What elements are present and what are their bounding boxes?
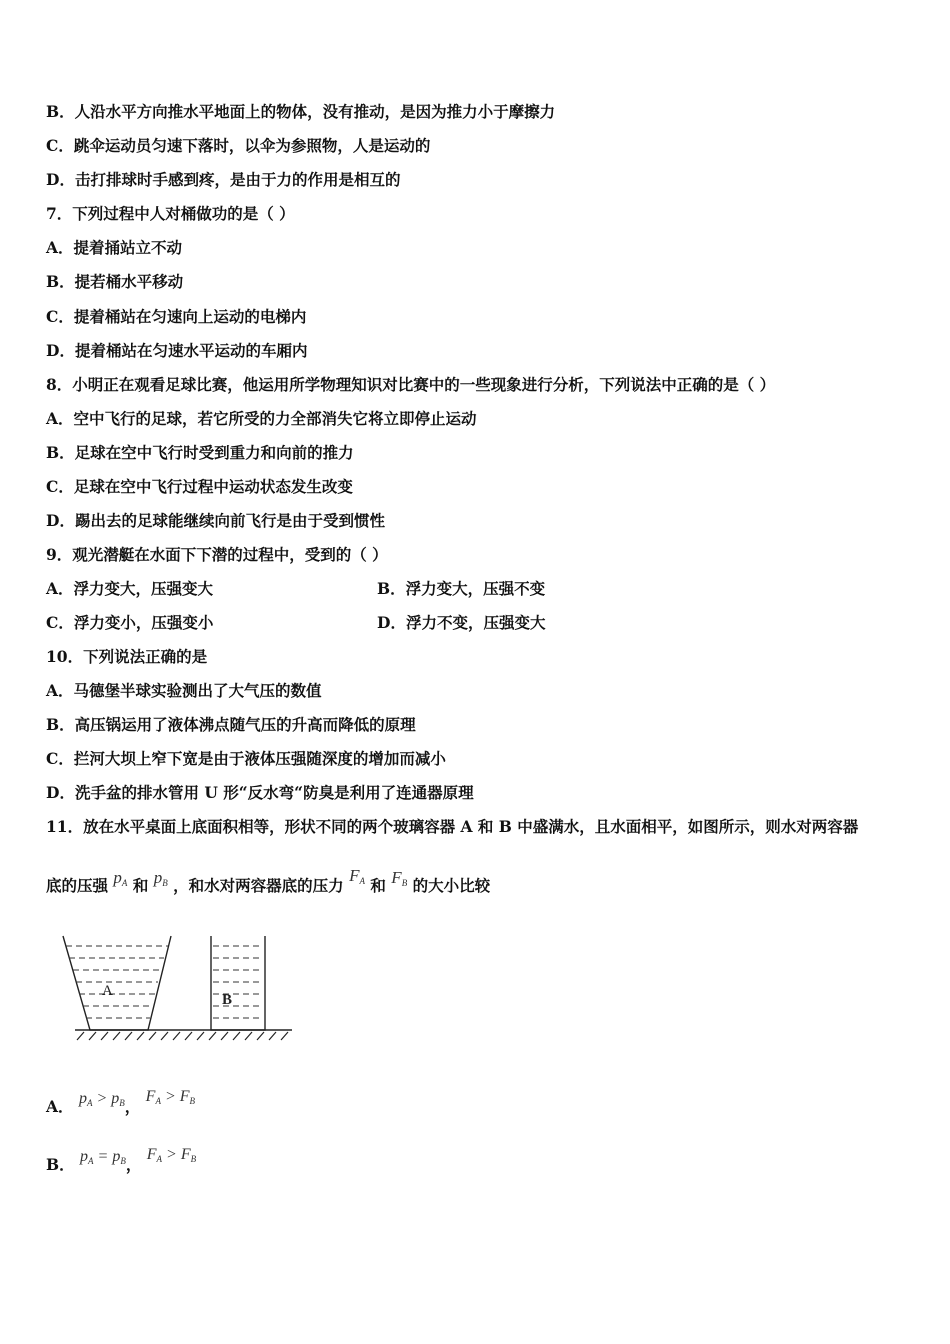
ground-hatching	[77, 1032, 288, 1040]
q9-stem: 9．观光潜艇在水面下下潜的过程中，受到的（ ）	[46, 545, 388, 564]
q8-stem: 8．小明正在观看足球比赛，他运用所学物理知识对比赛中的一些现象进行分析，下列说法中正确的是（ ）	[46, 375, 776, 394]
q9-option-d: D．浮力不变，压强变大	[377, 613, 546, 632]
force-a-symbol: $F_A$	[349, 866, 365, 886]
option-a-label: A．	[46, 1097, 74, 1116]
option-a-separator: ，	[124, 1097, 141, 1116]
q8-option-d: D．踢出去的足球能继续向前飞行是由于受到惯性	[46, 511, 385, 530]
q9-option-b: B．浮力变大，压强不变	[377, 579, 546, 598]
container-b-outline	[211, 936, 265, 1030]
containers-figure	[60, 928, 300, 1046]
q9-option-a: A．浮力变大，压强变大	[46, 579, 214, 598]
q7-option-d: D．提着桶站在匀速水平运动的车厢内	[46, 341, 308, 360]
q10-option-d: D．洗手盆的排水管用 U 形“反水弯“防臭是利用了连通器原理	[46, 783, 474, 802]
q9-option-c: C．浮力变小，压强变小	[46, 613, 214, 632]
q7-option-a: A．提着捅站立不动	[46, 238, 183, 257]
q11-text-1: 底的压强	[46, 876, 109, 895]
q10-option-b: B．高压锅运用了液体沸点随气压的升高而降低的原理	[46, 715, 416, 734]
q11-option-a	[46, 1088, 196, 1116]
q6-option-c: C．跳伞运动员匀速下落时，以伞为参照物，人是运动的	[46, 136, 431, 155]
force-b-symbol: $F_B$	[391, 868, 408, 888]
q8-option-c: C．足球在空中飞行过程中运动状态发生改变	[46, 477, 353, 496]
option-b-label: B．	[46, 1155, 75, 1174]
option-a-force: $F_A > F_B$	[145, 1088, 196, 1106]
pressure-b-symbol: $p_B$	[153, 868, 168, 888]
q10-option-c: C．拦河大坝上窄下宽是由于液体压强随深度的增加而减小	[46, 749, 446, 768]
q6-option-b: B．人沿水平方向推水平地面上的物体，没有推动，是因为推力小于摩擦力	[46, 102, 556, 121]
container-b-label: B	[222, 992, 233, 1008]
q11-text-4: 和	[370, 876, 386, 895]
q11-text-3: ，和水对两容器底的压力	[173, 876, 344, 895]
option-b-separator: ，	[125, 1155, 142, 1174]
q11-text-5: 的大小比较	[412, 876, 491, 895]
q8-option-b: B．足球在空中飞行时受到重力和向前的推力	[46, 443, 354, 462]
option-b-force: $F_A > F_B$	[146, 1146, 197, 1164]
container-a-label: A	[102, 983, 113, 999]
q11-stem: 11．放在水平桌面上底面积相等，形状不同的两个玻璃容器 A 和 B 中盛满水，且水面相平，如图所示，则水对两容器	[46, 817, 859, 836]
q6-option-d: D．击打排球时手感到疼，是由于力的作用是相互的	[46, 170, 401, 189]
option-b-pressure: $p_A = p_B$	[80, 1148, 126, 1166]
water-lines	[66, 946, 263, 1018]
option-a-pressure: $p_A > p_B$	[78, 1090, 125, 1108]
q11-stem-line2	[46, 866, 491, 901]
q10-option-a: A．马德堡半球实验测出了大气压的数值	[46, 681, 322, 700]
q11-option-b	[46, 1146, 197, 1174]
q8-option-a: A．空中飞行的足球，若它所受的力全部消失它将立即停止运动	[46, 409, 477, 428]
q11-text-2: 和	[132, 876, 149, 895]
q7-option-c: C．提着桶站在匀速向上运动的电梯内	[46, 307, 307, 326]
q10-stem: 10．下列说法正确的是	[46, 647, 208, 666]
q7-option-b: B．提若桶水平移动	[46, 272, 184, 291]
pressure-a-symbol: $p_A$	[113, 868, 128, 888]
q7-stem: 7．下列过程中人对桶做功的是（ ）	[46, 204, 295, 223]
container-a-outline	[63, 936, 171, 1030]
